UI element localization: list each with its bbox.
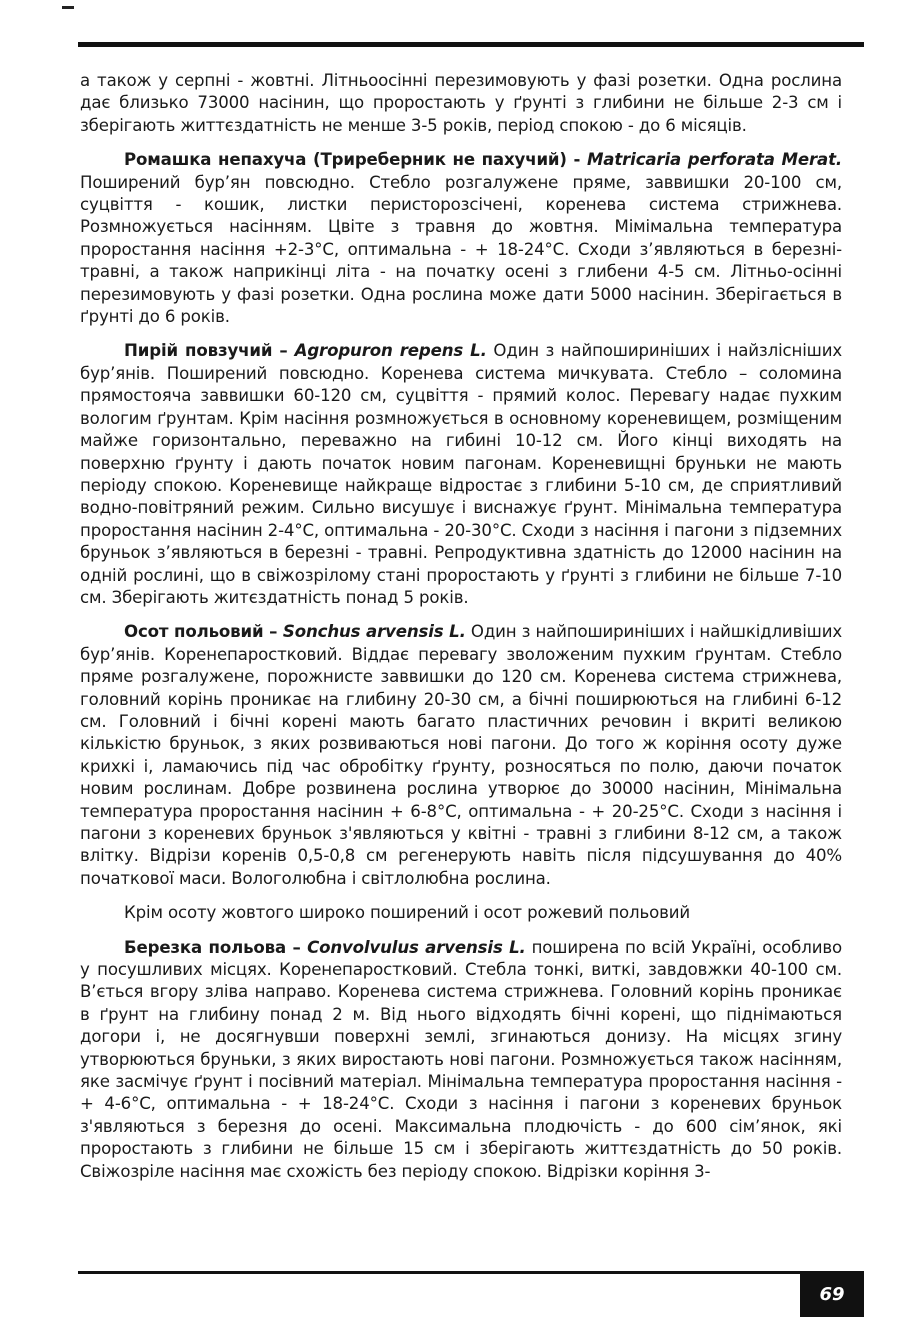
paragraph-convolvulus bbox=[80, 937, 842, 1183]
term-name: Ромашка непахуча (Триреберник не пахучий) - bbox=[124, 150, 587, 170]
paragraph-text: Один з найпошириніших і найшкідливіших бур’янів. Коренепаростковий. Віддає перевагу зволоженим пухким ґрунтам. Стебло пряме розгалужене, порожнисте заввишки до 120 см. Коренева система стрижнева, головний корінь проникає на глибину 20-30 см, а бічні поширюються на глибині 6-12 см. Головний і бічні корені мають багато пластичних речовин і вкриті великою кількістю бруньок, з яких розвиваються нові пагони. До того ж коріння осоту дуже крихкі і, ламаючись під час обробітку ґрунту, розносяться по полю, даючи початок новим рослинам. Добре розвинена рослина утворює до 30000 насінин, Мінімальна температура проростання насінин + 6-8°С, оптимальна - + 20-25°С. Сходи з насіння і пагони з кореневих бруньок з'являються у квітні - травні з глибини 8-12 см, а також влітку. Відрізи коренів 0,5-0,8 см регенерують навіть після підсушування до 40% початкової маси. Вологолюбна і світлолюбна рослина. bbox=[80, 622, 842, 888]
paragraph-continuation bbox=[80, 70, 842, 137]
page-number: 69 bbox=[800, 1271, 864, 1317]
paragraph-text: Поширений бур’ян повсюдно. Стебло розгалужене пряме, заввишки 20-100 см, суцвіття - кошик, листки перисторозсічені, коренева система стрижнева. Розмножується насінням. Цвіте з травня до жовтня. Мімімальна температура проростання насіння +2-3°С, оптимальна - + 18-24°С. Сходи з’являються в березні-травні, а також наприкінці літа - на початку осені з глибени 4-5 см. Літньо-осінні перезимовують у фазі розетки. Одна рослина може дати 5000 насінин. Зберігається в ґрунті до 6 років. bbox=[80, 172, 842, 327]
latin-name: Matricaria perforata Merat. bbox=[586, 150, 843, 170]
latin-name: Convolvulus arvensis L. bbox=[307, 937, 526, 957]
latin-name: Sonchus arvensis L. bbox=[282, 622, 466, 642]
term-name: Осот польовий – bbox=[124, 622, 283, 642]
header-rule bbox=[78, 42, 864, 47]
latin-name: Agropuron repens L. bbox=[294, 341, 487, 361]
paragraph-text: Один з найпошириніших і найзлісніших бур’янів. Поширений повсюдно. Коренева система мичкувата. Стебло – соломина прямостояча заввишки 60-120 см, суцвіття - прямий колос. Перевагу надає пухким вологим ґрунтам. Крім насіння розмножується в основному кореневищем, розміщеним майже горизонтально, переважно на гибині 10-12 см. Його кінці виходять на поверхню ґрунту і дають початок новим пагонам. Кореневищні бруньки не мають періоду спокою. Кореневище найкраще відростає з глибини 5-10 см, де сприятливий водно-повітряний режим. Сильно висушує і виснажує ґрунт. Мінімальна температура проростання насінин 2-4°С, оптимальна - 20-30°С. Сходи з насіння і пагони з підземних бруньок з’являються в березні - травні. Репродуктивна здатність до 12000 насінин на одній рослині, що в свіжозрілому стані проростають у ґрунті з глибини не більше 7-10 см. Зберігають житєздатність понад 5 років. bbox=[80, 341, 842, 607]
paragraph-agropyron bbox=[80, 340, 842, 609]
footer-rule bbox=[78, 1271, 864, 1274]
paragraph-note bbox=[80, 902, 842, 924]
corner-mark bbox=[62, 6, 74, 9]
paragraph-text: а також у серпні - жовтні. Літньоосінні перезимовують у фазі розетки. Одна рослина дає близько 73000 насінин, що проростають у ґрунті з глибини не більше 2-3 см і зберігають життєздатність не менше 3-5 років, період спокою - до 6 місяців. bbox=[80, 71, 842, 135]
paragraph-text: Крім осоту жовтого широко поширений і осот рожевий польовий bbox=[124, 903, 691, 923]
page-body bbox=[80, 70, 842, 1195]
paragraph-matricaria bbox=[80, 149, 842, 328]
paragraph-text: поширена по всій Україні, особливо у посушливих місцях. Коренепаростковий. Стебла тонкі, виткі, завдовжки 40-100 см. В’ється вгору зліва направо. Коренева система стрижнева. Головний корінь проникає в ґрунт на глибину понад 2 м. Від нього відходять бічні корені, що піднімаються догори і, не досягнувши поверхні землі, згинаються донизу. На місцях згину утворюються бруньки, з яких виростають нові пагони. Розмножується також насінням, яке засмічує ґрунт і посівний матеріал. Мінімальна температура проростання насіння - + 4-6°С, оптимальна - + 18-24°С. Сходи з насіння і пагони з кореневих бруньок з'являються з березня до осені. Максимальна плодючість - до 600 сім’янок, які проростають з глибини не більше 15 см і зберігають життєздатність до 50 років. Свіжозріле насіння має схожість без періоду спокою. Відрізки коріння 3- bbox=[80, 937, 842, 1181]
paragraph-sonchus bbox=[80, 621, 842, 890]
term-name: Пирій повзучий – bbox=[124, 341, 295, 361]
term-name: Березка польова – bbox=[124, 937, 308, 957]
